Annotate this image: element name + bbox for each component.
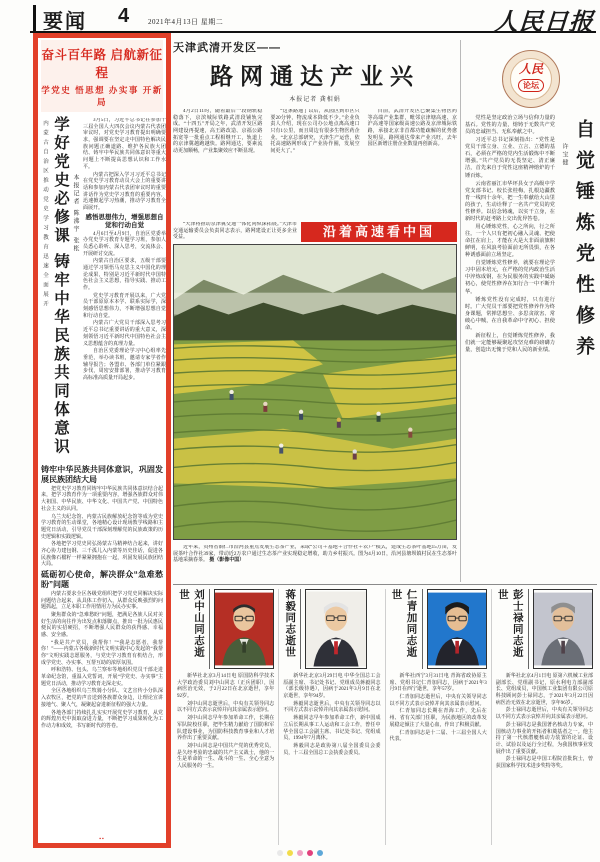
badge-inner [510,58,552,100]
paragraph: 全区各地组织乌兰牧骑小分队、文艺宣传小分队深入农牧区，把党的声音送到各族群众身边，让理论宣讲接地气、聚人气，凝聚起奋进新征程的强大力量。 [41,689,163,708]
lead-subhead-3: 砥砺初心使命，解决群众“急难愁盼”问题 [41,570,163,590]
paragraph: 刘中山同志是中国共产党的优秀党员，是久经考验的忠诚的共产主义战士，他的一生是革命的一生、战斗的一生、全心全意为人民服务的一生。 [177,743,275,769]
paragraph: 乌兰夫纪念馆、内蒙古民族解放纪念馆等成为党史学习教育的生动课堂，各地精心设计现场教学线路和主题党日活动，引导党员干部深刻理解党的民族政策的历史逻辑和实践逻辑。 [41,514,163,540]
obituary-lead: 新华社北京4月1日电 原第六机械工业部副部长、党组副书记，原水利电力部副部长、党组成员，中国核工业集团有限公司原科技顾问彭士禄同志，于2021年3月22日因病医治无效在北京逝世，享年96岁。 [495,674,593,706]
paragraph: 仁青加同志是十二届、十三届全国人大代表。 [389,730,487,743]
obituary-headline: 仁青加同志逝世 [390,589,423,669]
obituary-liu-zhongshan [173,589,278,845]
obituary-more [283,702,380,758]
registration-dot [277,850,283,856]
forum-column [465,40,597,582]
paragraph: “这条路通了以后，从园区到市区只要20分钟，物流成本降低不少。”企业负责人介绍，现在公司办公地点离高速口只有1公里，而且周边有很多生物医药企业。“北京总部研究，天津生产运营，依托高速路网形成了产业协作圈，发展空间更大了。” [270,109,360,155]
mid-article-continuation [173,222,297,244]
obituary-text [390,674,487,744]
obituary-text [496,674,593,771]
campaign-banner [41,40,163,112]
registration-dot [287,850,293,856]
paragraph: 4月6日至4月9日，自治区党委举办党史学习教育专题学习班，参加人员悉心聆听、深入思考，交流体会、开展研讨交流。 [83,231,166,257]
intro-paragraphs [83,118,166,213]
page-date: 2021年4月13日 星期二 [148,18,224,26]
tea-field-illustration [174,245,456,539]
paragraph: 内蒙古广大党员干部深入思考习近平总书记重要讲话的重大意义，深刻领悟习近平新时代中国特色社会主义思想蕴含的真理力量。 [83,321,166,347]
section-title: 要闻 [33,5,87,34]
registration-dot [317,850,323,856]
obituary-lead: 新华社北京3月14日电 原国防科学技术大学政治委员刘中山同志（正兵团职），因病医治无效，于2月22日在北京逝世，享年92岁。 [177,674,275,700]
paragraph: 新征程上，自觉锤炼党性修养，我们就一定能够凝聚起攻坚克难的磅礴力量，创造出无愧于党和人民的新业绩。 [465,332,555,353]
paragraph: 刘中山同志早年参加革命工作，长期在军队院校任职，把毕生精力献给了国防和军队建设事业，为国防科技教育事业和人才培养作出了重要贡献。 [177,716,275,742]
portrait-photo [533,589,593,669]
mid-article-headline: 路网通达产业兴 [210,63,420,89]
paragraph: 聚焦群众的“急难愁盼”问题，把满足各族人民对美好生活的向往作为出发点和落脚点，推出一批为民惠民便民的实招硬招，不断增强人民群众的获得感、幸福感、安全感。 [41,612,163,638]
paragraph: 蒋毅同志是政协第八届全国委员会委员，十三届全国总工会执委会委员。 [283,743,381,756]
registration-dot [307,850,313,856]
photo-caption [173,545,457,579]
obituary-lead: 新华社西宁3月31日电 青海省政协原主席、党组书记仁青加同志，因病于2021年3月9日在西宁逝世，享年57岁。 [389,674,487,693]
section3-paragraphs [41,592,163,731]
forum-headline: 自觉锤炼党性修养 [573,119,594,367]
portrait-photo [305,589,367,669]
obituary-more [390,695,487,744]
article-end-mark: ▪▪ [99,837,105,842]
badge-renmin-text: 人民 [518,62,543,76]
obituary-text [283,674,380,757]
forum-body [465,115,597,367]
page-header [30,4,596,36]
paragraph: 党性是坚定政治立场与信仰力量的基石。党性的力量，熔铸于无数共产党员的忠诚担当、无私奉献之中。 [465,115,555,136]
renmin-luntan-badge [502,50,560,108]
obituary-header [177,589,274,671]
tea-field-photo [173,244,457,540]
paragraph: 内蒙古自治区要求，五级干部要通过学习领悟马克思主义中国化的理论成果，特别是习近平新时代中国特色社会主义思想，指导实践、推动工作。 [83,259,166,291]
paragraph: 仁青加同志长期在青海工作，先后在州、省有关部门任职，为民族地区的改革发展稳定倾注了大量心血，作出了积极贡献。 [389,709,487,728]
paragraph: 用心锤炼党性，心之所向，行之所往。一个人只有把初心融入灵魂、把使命扛在肩上，才能在大是大非面前旗帜鲜明，在风浪考验面前无所畏惧，在各种诱惑面前立场坚定。 [465,223,555,259]
print-registration-dots [0,844,600,862]
paragraph: 仁青加同志逝世后，中央有关领导同志以不同方式表示哀悼并向其亲属表示慰问。 [389,695,487,707]
obituary-headline: 蒋毅同志逝世 [283,589,301,669]
lead-subhead-1: 感悟思想伟力，增强思想自觉和行动自觉 [85,213,164,230]
portrait-photo [427,589,487,669]
paragraph: 自觉锤炼党性修养，就要在理论学习中固本培元，在严格的党内政治生活中淬炼成钢，在为民服务的实践中砥砺初心，使党性修养在知行合一中不断升华。 [465,260,555,295]
obituary-header [390,589,487,671]
paragraph: 习近平总书记深刻指出：“党性是党员干部立身、立业、立言、立德的基石，必须在严格的党内生活锻炼中不断增强。”共产党员的无畏坚定、清正廉洁，首先来自于党性这座精神熔炉的千锤百炼。 [465,137,555,179]
lead-article-body-lower [41,465,163,848]
mid-article-byline: 本报记者 龚相娟 [289,97,341,103]
lead-article-body-upper [83,118,166,462]
paragraph: 内蒙古把深入学习习近平总书记在党史学习教育动员大会上的重要讲话和参加内蒙古代表团审议时的重要讲话作为党史学习教育的重要内容，迅速掀起学习热潮，推动学习教育全面展开。 [83,172,166,211]
paragraph: 党史学习教育开展以来，广大党员干部原原本本学、联系实际学，深刻感悟思想伟力，不断增强思想自觉和行动自觉。 [83,293,166,319]
lead-article-byline: 本报记者 陈沸宇 张枨 [72,174,78,253]
forum-author: 许宝健 [561,143,567,167]
paragraph: 把党史学习教育同铸牢中华民族共同体意识结合起来，把学习教育作为一项重要内容，增强各族群众对伟大祖国、中华民族、中华文化、中国共产党、中国特色社会主义的认同。 [41,486,163,512]
paragraph: 彭士禄同志是我国著名核动力专家，中国核动力事业的开拓者和奠基者之一。他主持了第一代核潜艇核动力装置的论证、设计、试验以及运行全过程，为我国核事业发展作出了重要贡献。 [495,722,593,755]
obituary-header [496,589,593,671]
paragraph: 自治区党委理论学习中心组率先垂范，举办读书班，邀请专家学者作辅导报告；各盟市、各部门单位紧跟步伐，周密安排部署，推动学习教育高标准高质量开局起步。 [83,349,166,381]
obituary-header [283,589,380,671]
mid-article-kicker: 天津武清开发区—— [173,42,281,54]
paragraph: 蒋毅同志早年参加革命工作，新中国成立后长期从事工人运动和工会工作，曾任中华全国总工会副主席、书记处书记、党组成员，1994年7月离休。 [283,716,381,742]
obituary-text [177,674,274,771]
obituary-lead: 新华社北京3月29日电 中华全国总工会原副主席、书记处书记、党组成员蒋毅同志（部长级待遇），因病于2021年3月9日在北京逝世，享年94岁。 [283,674,381,700]
mid-article-bottom-row [173,222,457,244]
paragraph: 刘中山同志逝世后，中央有关领导同志以不同方式表示哀悼并向其亲属表示慰问。 [177,701,275,714]
section2-paragraphs [41,487,163,569]
section1-paragraphs [83,232,166,383]
paragraph: 3月5日，习近平总书记在参加十三届全国人大四次会议内蒙古代表团审议时，对党史学习教育提出明确要求，强调要在坚定走中国特色解决民族问题正确道路、维护各民族大团结、铸牢中华民族共同体意识等重大问题上不断提高思想认识和工作水平。 [83,118,166,170]
registration-dot [297,850,303,856]
lead-article-headline: 学好党史必修课 铸牢中华民族共同体意识 [52,116,69,457]
portrait-photo [214,589,274,669]
column-divider [460,40,461,582]
caption-credit: 摄（影像中国） [209,558,245,564]
paragraph: 云南省丽江市华坪县女子高级中学党支部书记、校长张桂梅，扎根边疆教育一线四十余年，把一生奉献给大山里的孩子，生动诠释了一名共产党员的党性修养。以信念铸魂，以实干立身，在新时代的赶考路上交出优异答卷。 [465,180,555,222]
obituary-peng-shilu [491,589,597,845]
banner-slogan-2: 学党史 悟思想 办实事 开新局 [41,85,163,107]
paragraph: 锤炼党性没有完成时，只有进行时。广大党员干部要把党性修养作为终身课题，常掸思想尘、多思贪欲害、常破心中贼，在自我革命中守初心、担使命。 [465,296,555,331]
paragraph: 各地各部门持续扎扎实实开展党史学习教育，从党的辉煌历史中汲取奋进力量，不断把学习成果转化为工作动力和成效，书写新时代的答卷。 [41,710,163,729]
obituary-jiang-yi [278,589,384,845]
badge-luntan-text: 论坛 [518,79,544,92]
lead-subhead-2: 铸牢中华民族共同体意识，巩固发展民族团结大局 [41,465,163,485]
lead-article-kicker: 内蒙古自治区推动党史学习教育迅速全面展开 [42,120,48,310]
paragraph: 4月2日11时，随着最后一段钢轨稳稳落下，京滨城际铁路武清段铺轨完成。“十四五”开局之年，武清开发区路网建设再提速，高王路改造、京福公路拓宽等一批重点工程相继开工，轨道上的京津冀越跑越快。路网通达，要素流动更加顺畅，产业集聚效应不断显现。 [173,109,263,155]
mid-article [173,39,457,244]
paragraph: 彭士禄同志逝世后，中央有关领导同志以不同方式表示哀悼并向其亲属表示慰问。 [495,708,593,721]
paragraph: 彭士禄同志是中国工程院首批院士，曾获国家科学技术进步奖特等奖。 [495,757,593,769]
obituary-headline: 刘中山同志逝世 [177,589,210,669]
page-number: 4 [118,5,130,27]
lead-article-redbox [33,33,171,848]
obituary-renqingjia [385,589,491,845]
masthead-logo: 人民日报 [492,10,595,36]
paragraph: 蒋毅同志逝世后，中央有关领导同志以不同方式表示哀悼并向其亲属表示慰问。 [283,701,381,714]
continuation-text: “天津将推动京津冀交通一体化向纵深拓展。”天津市交通运输委员会负责同志表示，路网建设正让更多企业受益。 [173,222,297,241]
lead-article-upper [41,116,166,462]
obituary-more [177,702,274,771]
obituaries-divider [173,584,597,585]
highway-series-banner: 沿着高速看中国 [301,222,457,242]
obituaries-section [173,589,597,845]
paragraph: 目前，武清开发区已聚集生物医药等高端产业集群，毗邻京津塘高速、京沪高速等国家级高速公路及京津城际铁路，承接北京非首都功能疏解的优势愈发明显。路网通达带来产业兴旺，去年园区新增注册企业数量再创新高。 [367,109,457,148]
banner-slogan-1: 奋斗百年路 启航新征程 [41,48,163,80]
paragraph: 呼和浩特、包头、乌兰察布等地组织党员干部走进革命纪念馆，重温入党誓词，开展“学党史、办实事”主题党日活动，推动学习教育走深走实。 [41,668,163,687]
caption-text: 近年来，贵州省铜仁市沿河县重点发展生态茶产业，采取“公司＋基地＋合作社＋农户”模式，建成生态茶叶基地15万亩，发展茶叶合作社39家，带动近2万农户通过生态茶产业实现稳定增收，助力乡村振兴。图为4月10日，沿河县塘坝镇村民在生态茶叶基地采摘春茶。 [173,545,457,564]
mid-article-columns [173,109,457,219]
obituary-headline: 彭士禄同志逝世 [496,589,529,669]
paragraph: 各地把学习党史同弘扬蒙古马精神结合起来，讲好齐心协力建包钢、三千孤儿入内蒙等历史佳话，促进各民族像石榴籽一样紧紧拥抱在一起，巩固发展民族团结大局。 [41,542,163,568]
obituary-more [496,708,593,770]
paragraph: 内蒙古要求全区各级党组织把学习党史同解决实际问题结合起来，从具体工作切入，从群众反映强烈的问题抓起，立足本职工作用情用力为民办实事。 [41,591,163,611]
forum-headline-block [559,119,597,419]
paragraph: “我是共产党员，我帮你！”“我是志愿者，我帮你！”——内蒙古各级新时代文明实践中心发起的“我帮你”文明实践志愿服务，与党史学习教育有机结合，形成学党史、办实事、互帮互助的浓厚氛围。 [41,640,163,666]
